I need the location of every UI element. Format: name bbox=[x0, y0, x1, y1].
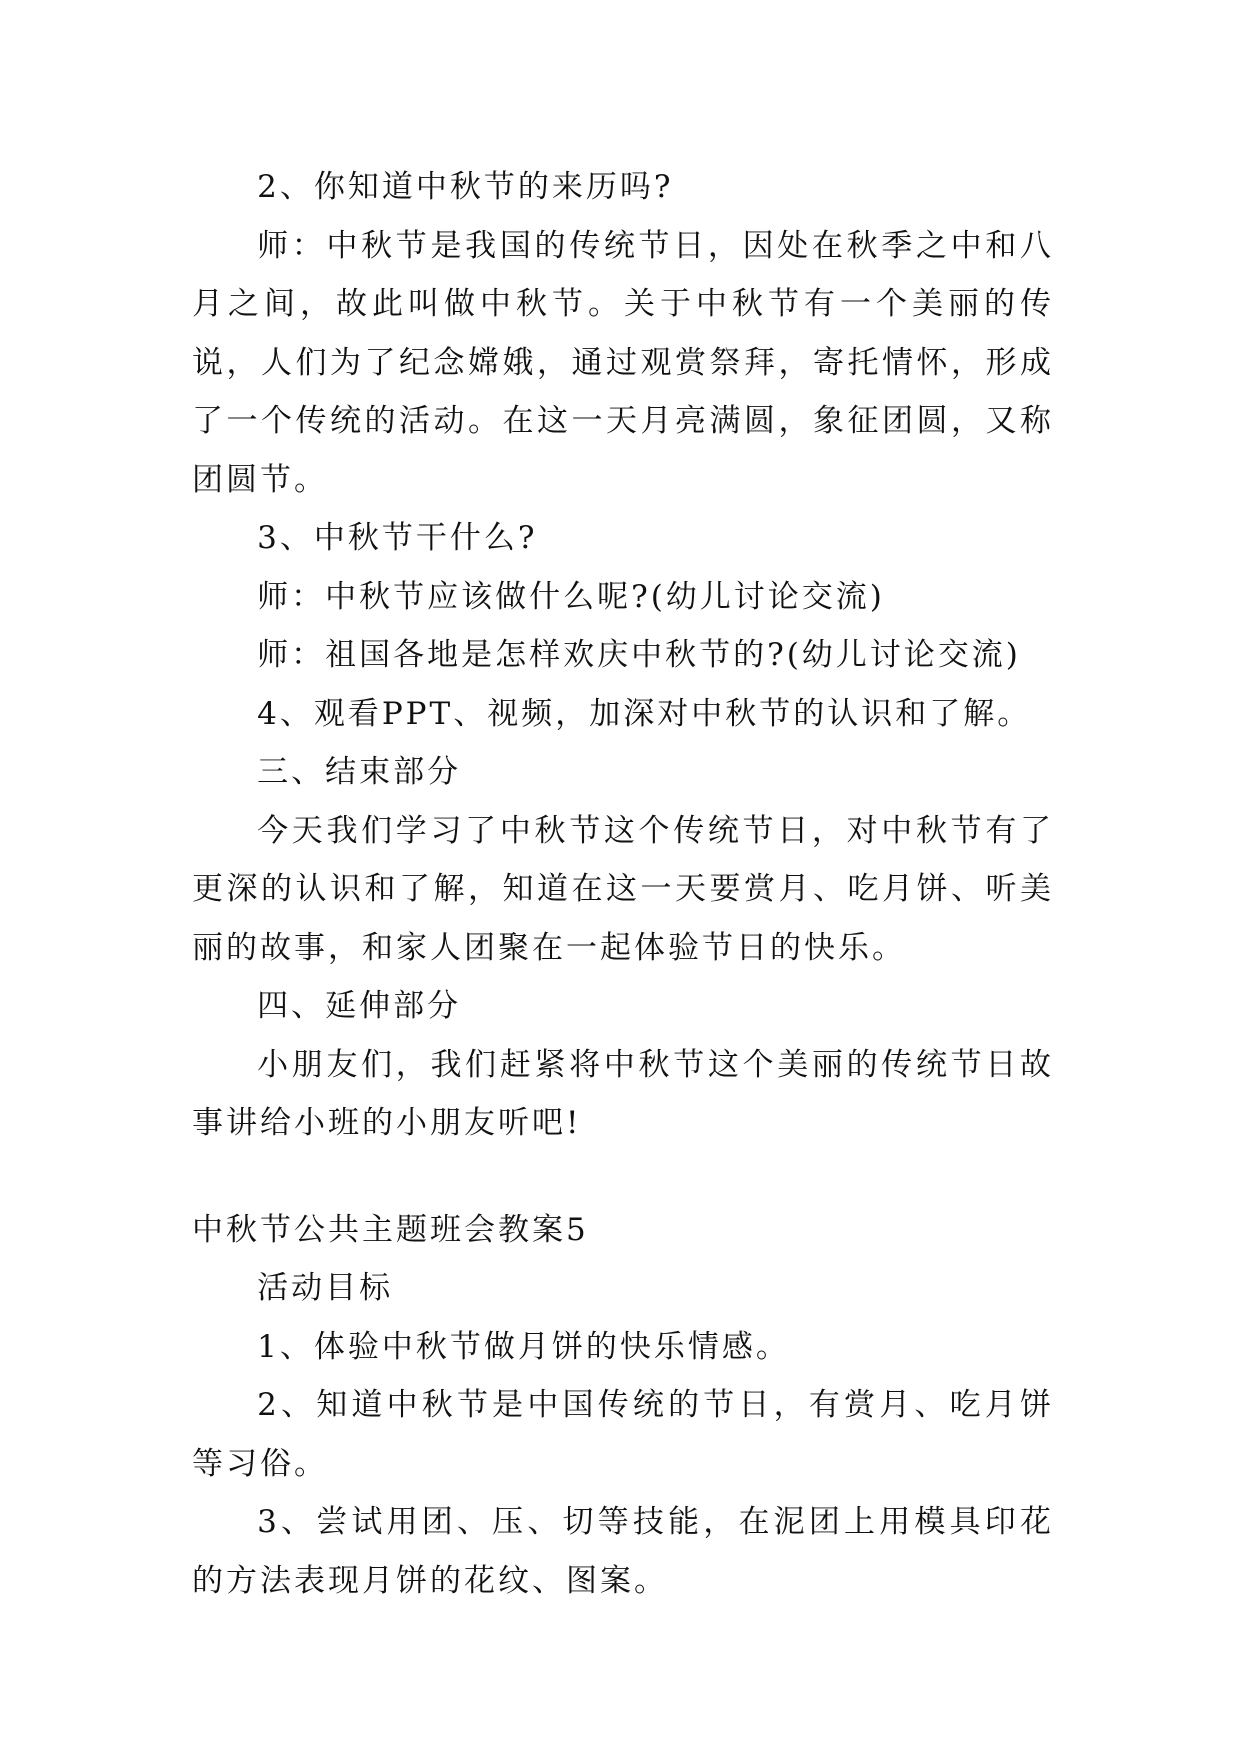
teacher-question-1: 师：中秋节应该做什么呢?(幼儿讨论交流) bbox=[257, 578, 885, 615]
teacher-explanation: 师：中秋节是我国的传统节日，因处在秋季之中和八月之间，故此叫做中秋节。关于中秋节有一个美丽的传说，人们为了纪念嫦娥，通过观赏祭拜，寄托情怀，形成了一个传统的活动。在这一天月亮满圆，象征团圆，又称团圆节。 bbox=[192, 227, 1054, 498]
question-2: 2、你知道中秋节的来历吗? bbox=[257, 169, 674, 205]
conclusion-text: 今天我们学习了中秋节这个传统节日，对中秋节有了更深的认识和了解，知道在这一天要赏月、吃月饼、听美丽的故事，和家人团聚在一起体验节日的快乐。 bbox=[192, 812, 1054, 966]
step-4: 4、观看PPT、视频，加深对中秋节的认识和了解。 bbox=[257, 695, 1032, 732]
section-gap bbox=[192, 1153, 1054, 1201]
objective-1: 1、体验中秋节做月饼的快乐情感。 bbox=[257, 1328, 790, 1365]
extension-text: 小朋友们，我们赶紧将中秋节这个美丽的传统节日故事讲给小班的小朋友听吧! bbox=[192, 1046, 1054, 1141]
extension-heading: 四、延伸部分 bbox=[257, 988, 462, 1024]
lesson-plan-title: 中秋节公共主题班会教案5 bbox=[192, 1211, 589, 1248]
question-3: 3、中秋节干什么? bbox=[257, 520, 538, 556]
document-body bbox=[192, 158, 1054, 1610]
teacher-question-2: 师：祖国各地是怎样欢庆中秋节的?(幼儿讨论交流) bbox=[257, 637, 1021, 673]
conclusion-heading: 三、结束部分 bbox=[257, 754, 462, 790]
objective-2: 2、知道中秋节是中国传统的节日，有赏月、吃月饼等习俗。 bbox=[192, 1387, 1054, 1482]
objectives-heading: 活动目标 bbox=[257, 1270, 394, 1306]
objective-3: 3、尝试用团、压、切等技能，在泥团上用模具印花的方法表现月饼的花纹、图案。 bbox=[192, 1504, 1054, 1599]
